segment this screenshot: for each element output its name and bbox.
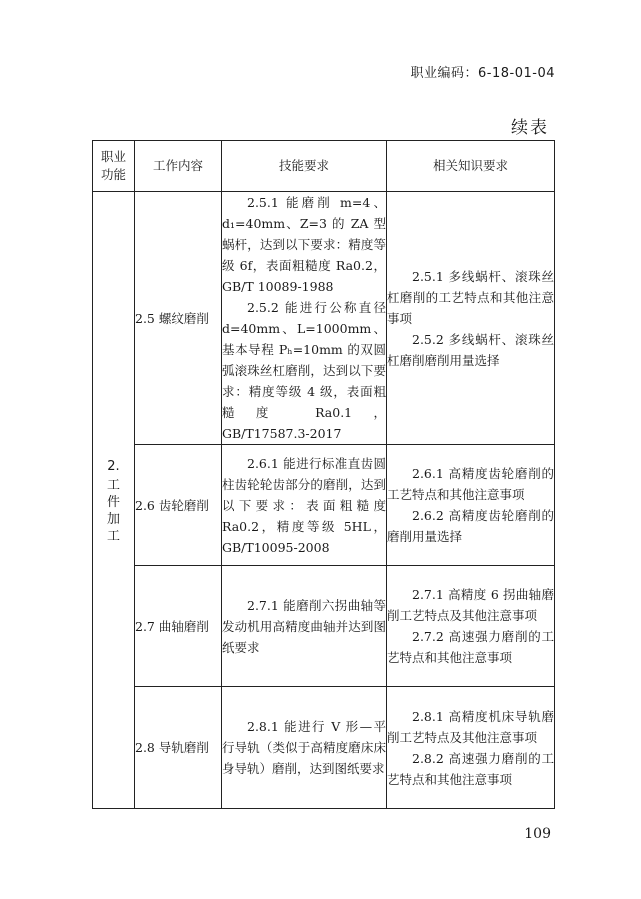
function-char: 件 [106,494,120,510]
table-row [93,445,555,566]
knowledge-item: 2.7.1 高精度 6 拐曲轴磨削工艺特点及其他注意事项 [387,587,554,623]
function-number: 2. [107,458,120,474]
knowledge-item: 2.6.1 高精度齿轮磨削的工艺特点和其他注意事项 [387,466,554,502]
function-char: 加 [106,511,120,527]
table-header-row [93,141,555,192]
knowledge-item: 2.5.2 多线蜗杆、滚珠丝杠磨削磨削用量选择 [387,331,554,368]
page-number: 109 [524,826,551,842]
work-content-cell: 2.6 齿轮磨削 [135,445,222,566]
knowledge-cell [387,192,555,445]
occupation-code: 职业编码：6-18-01-04 [410,66,555,81]
table-row [93,192,555,445]
skill-cell [222,192,387,445]
knowledge-item: 2.7.2 高速强力磨削的工艺特点和其他注意事项 [387,629,554,665]
table-row [93,566,555,687]
work-content-cell: 2.8 导轨磨削 [135,687,222,809]
skill-item: 2.5.1 能磨削 m=4、d₁=40mm、Z=3 的 ZA 型蜗杆，达到以下要求：精度等级 6f，表面粗糙度 Ra0.2，GB/T 10089-1988 [222,195,386,294]
skill-item: 2.8.1 能进行 V 形—平行导轨（类似于高精度磨床床身导轨）磨削，达到图纸要求 [222,719,386,776]
continued-label: 续表 [511,118,549,138]
knowledge-item: 2.5.1 多线蜗杆、滚珠丝杠磨削的工艺特点和其他注意事项 [387,268,554,326]
function-cell [93,192,135,809]
skill-cell [222,445,387,566]
skill-item: 2.6.1 能进行标准直齿圆柱齿轮轮齿部分的磨削，达到以下要求：表面粗糙度 Ra0.2，精度等级 5HL，GB/T10095-2008 [222,455,386,555]
work-content-cell: 2.7 曲轴磨削 [135,566,222,687]
skill-item: 2.7.1 能磨削六拐曲轴等发动机用高精度曲轴并达到图纸要求 [222,597,386,655]
skills-table [92,140,555,809]
knowledge-cell [387,687,555,809]
knowledge-item: 2.8.1 高精度机床导轨磨削工艺特点及其他注意事项 [387,708,554,745]
function-char: 工 [106,477,120,493]
work-content-cell: 2.5 螺纹磨削 [135,192,222,445]
knowledge-item: 2.6.2 高精度齿轮磨削的磨削用量选择 [387,508,554,544]
header-knowledge: 相关知识要求 [387,141,555,192]
function-char: 工 [106,528,120,544]
knowledge-cell [387,445,555,566]
table-row [93,687,555,809]
header-skills: 技能要求 [222,141,387,192]
knowledge-item: 2.8.2 高速强力磨削的工艺特点和其他注意事项 [387,750,554,787]
knowledge-cell [387,566,555,687]
header-content: 工作内容 [135,141,222,192]
header-function-line1: 职业 [100,149,126,164]
skill-cell [222,566,387,687]
skill-item: 2.5.2 能进行公称直径 d=40mm、L=1000mm、基本导程 Pₕ=10mm 的双圆弧滚珠丝杠磨削，达到以下要求：精度等级 4 级，表面粗糙度 Ra0.1，GB/T17587.3-2017 [222,300,386,441]
skill-cell [222,687,387,809]
header-function [93,141,135,192]
header-function-line2: 功能 [100,167,126,182]
